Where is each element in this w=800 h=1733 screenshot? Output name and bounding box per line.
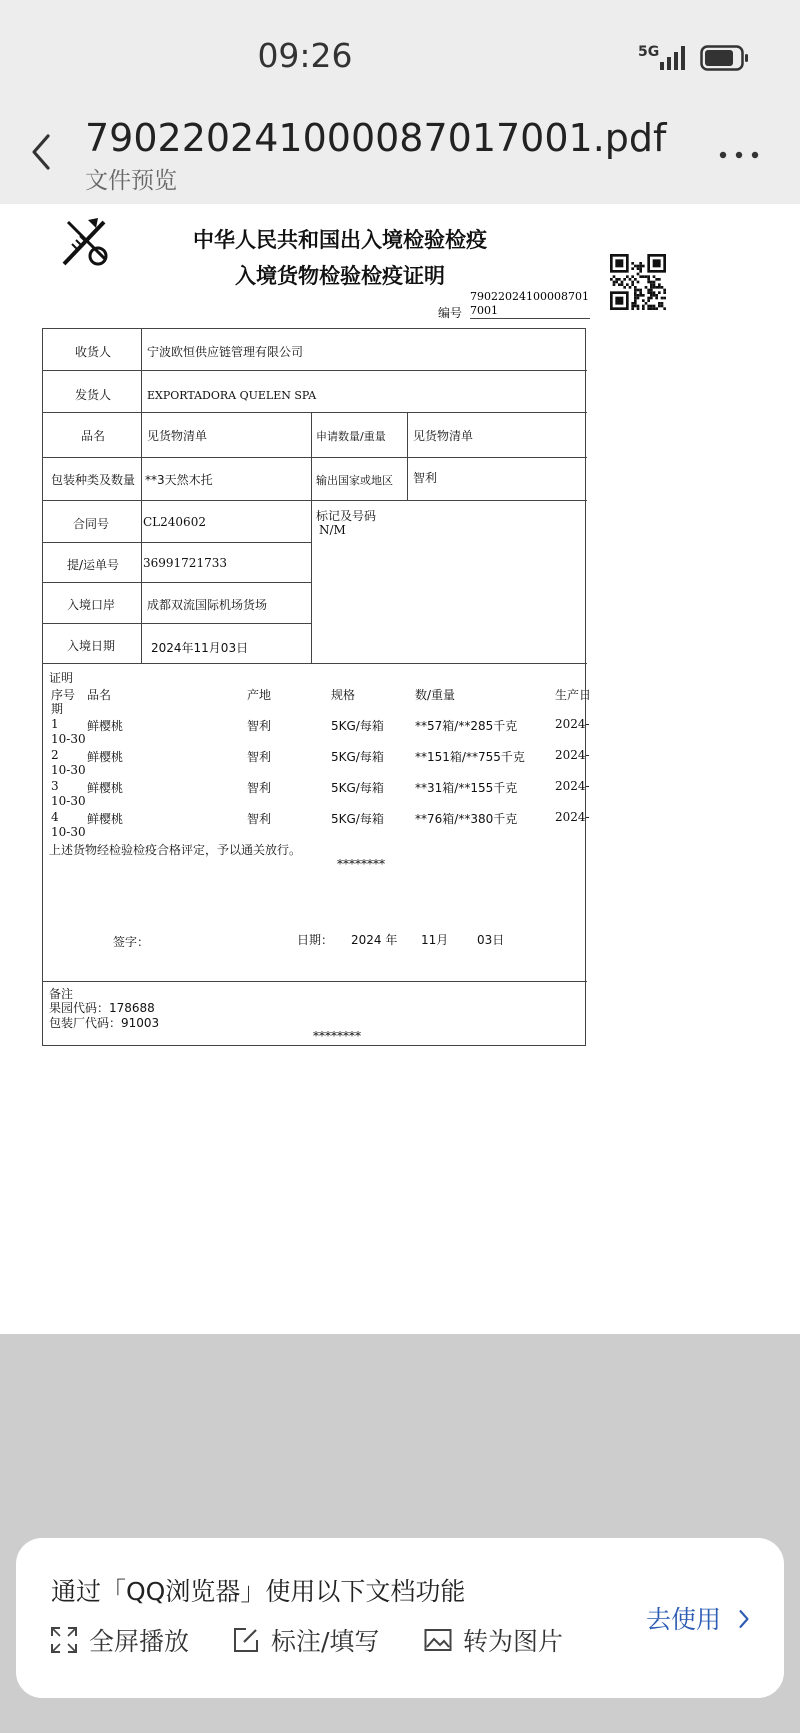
waybill-label: 提/运单号 [67, 558, 120, 572]
entry-port-value: 成都双流国际机场货场 [147, 598, 268, 612]
row1-date: 2024- [555, 717, 590, 731]
row4-no: 4 [51, 810, 59, 824]
row2-name: 鲜樱桃 [87, 750, 124, 764]
row4-date-wrap: 10-30 [51, 825, 86, 839]
pdf-viewer[interactable] [0, 204, 800, 1334]
origin-country-label: 输出国家或地区 [316, 474, 393, 487]
col-name: 品名 [87, 688, 112, 702]
row1-origin: 智利 [247, 719, 272, 733]
row1-spec: 5KG/每箱 [331, 719, 384, 733]
certificate-table [42, 328, 592, 1046]
entry-port-label: 入境口岸 [67, 598, 116, 612]
chevron-right-icon [737, 1608, 751, 1630]
row1-qty: **57箱/**285千克 [415, 719, 518, 733]
entry-date-value: 2024年11月03日 [151, 641, 249, 655]
marks-label: 标记及号码 [316, 509, 377, 523]
qr-code [610, 254, 666, 310]
row2-origin: 智利 [247, 750, 272, 764]
fullscreen-label: 全屏播放 [89, 1627, 190, 1656]
status-time: 09:26 [257, 36, 353, 75]
row1-no: 1 [51, 717, 59, 731]
use-now-label: 去使用 [646, 1605, 722, 1634]
packaging-value: **3天然木托 [145, 473, 213, 487]
row2-date-wrap: 10-30 [51, 763, 86, 777]
row1-date-wrap: 10-30 [51, 732, 86, 746]
cert-stars: ******** [337, 857, 385, 871]
signature-label: 签字： [113, 935, 150, 949]
row2-date: 2024- [555, 748, 590, 762]
goods-name-value: 见货物清单 [147, 429, 208, 443]
sign-date-year: 2024 年 [351, 933, 398, 947]
col-spec: 规格 [331, 688, 356, 702]
cert-section-label: 证明 [49, 671, 74, 685]
row2-qty: **151箱/**755千克 [415, 750, 525, 764]
top-bar [0, 110, 800, 204]
cert-conclusion: 上述货物经检验检疫合格评定，予以通关放行。 [49, 843, 302, 857]
origin-country-value: 智利 [413, 471, 438, 485]
signal-icon [652, 44, 694, 72]
row3-origin: 智利 [247, 781, 272, 795]
fullscreen-button[interactable] [49, 1620, 189, 1660]
doc-number-value: 790220241000087017001 [470, 290, 589, 317]
row4-qty: **76箱/**380千克 [415, 812, 518, 826]
col-date: 生产日 [555, 688, 592, 702]
remarks-stars: ******** [313, 1029, 361, 1043]
row4-spec: 5KG/每箱 [331, 812, 384, 826]
row4-date: 2024- [555, 810, 590, 824]
col-no: 序号 [51, 688, 76, 702]
ciq-emblem-icon [58, 214, 114, 270]
remarks-label: 备注 [49, 987, 74, 1001]
col-date-wrap: 期 [51, 702, 64, 716]
to-image-button[interactable] [423, 1620, 563, 1660]
row4-name: 鲜樱桃 [87, 812, 124, 826]
annotate-label: 标注/填写 [271, 1627, 380, 1656]
promo-title: 通过「QQ浏览器」使用以下文档功能 [51, 1577, 466, 1606]
packaging-label: 包装种类及数量 [51, 473, 136, 487]
goods-name-label: 品名 [81, 429, 106, 443]
consignor-value: EXPORTADORA QUELEN SPA [147, 389, 317, 402]
doc-number-label: 编号 [438, 306, 463, 320]
row3-spec: 5KG/每箱 [331, 781, 384, 795]
doc-title-line1: 中华人民共和国出入境检验检疫 [193, 228, 487, 252]
quantity-value: 见货物清单 [413, 429, 474, 443]
contract-label: 合同号 [73, 517, 110, 531]
row4-origin: 智利 [247, 812, 272, 826]
file-name: 790220241000087017001.pdf [85, 116, 667, 160]
col-qty: 数/重量 [415, 688, 456, 702]
doc-title-line2: 入境货物检验检疫证明 [235, 264, 445, 288]
pdf-page [0, 204, 800, 1064]
image-icon [423, 1625, 453, 1655]
sign-date-day: 03日 [477, 933, 505, 947]
network-type: 5G [638, 44, 660, 60]
edit-icon [231, 1625, 261, 1655]
row2-spec: 5KG/每箱 [331, 750, 384, 764]
sign-date-label: 日期： [297, 933, 334, 947]
annotate-button[interactable] [231, 1620, 379, 1660]
row1-name: 鲜樱桃 [87, 719, 124, 733]
consignor-label: 发货人 [75, 388, 112, 402]
row3-no: 3 [51, 779, 59, 793]
consignee-value: 宁波欧恒供应链管理有限公司 [147, 345, 304, 359]
marks-value: N/M [319, 523, 346, 537]
back-arrow-icon[interactable] [26, 132, 56, 172]
status-bar [0, 0, 800, 110]
file-preview-label: 文件预览 [85, 168, 177, 194]
more-icon[interactable] [718, 150, 760, 160]
fullscreen-icon [49, 1625, 79, 1655]
waybill-value: 36991721733 [143, 556, 227, 570]
packhouse-code: 包装厂代码：91003 [49, 1016, 160, 1030]
row3-name: 鲜樱桃 [87, 781, 124, 795]
quantity-label: 申请数量/重量 [316, 430, 386, 443]
battery-icon [700, 45, 750, 71]
sign-date-month: 11月 [421, 933, 449, 947]
orchard-code: 果园代码：178688 [49, 1001, 155, 1015]
contract-value: CL240602 [143, 515, 206, 529]
col-origin: 产地 [247, 688, 272, 702]
row2-no: 2 [51, 748, 59, 762]
use-now-button[interactable] [646, 1600, 751, 1636]
to-image-label: 转为图片 [463, 1627, 564, 1656]
row3-date-wrap: 10-30 [51, 794, 86, 808]
qq-browser-promo-card [16, 1538, 784, 1698]
row3-date: 2024- [555, 779, 590, 793]
consignee-label: 收货人 [75, 345, 112, 359]
row3-qty: **31箱/**155千克 [415, 781, 518, 795]
entry-date-label: 入境日期 [67, 639, 116, 653]
